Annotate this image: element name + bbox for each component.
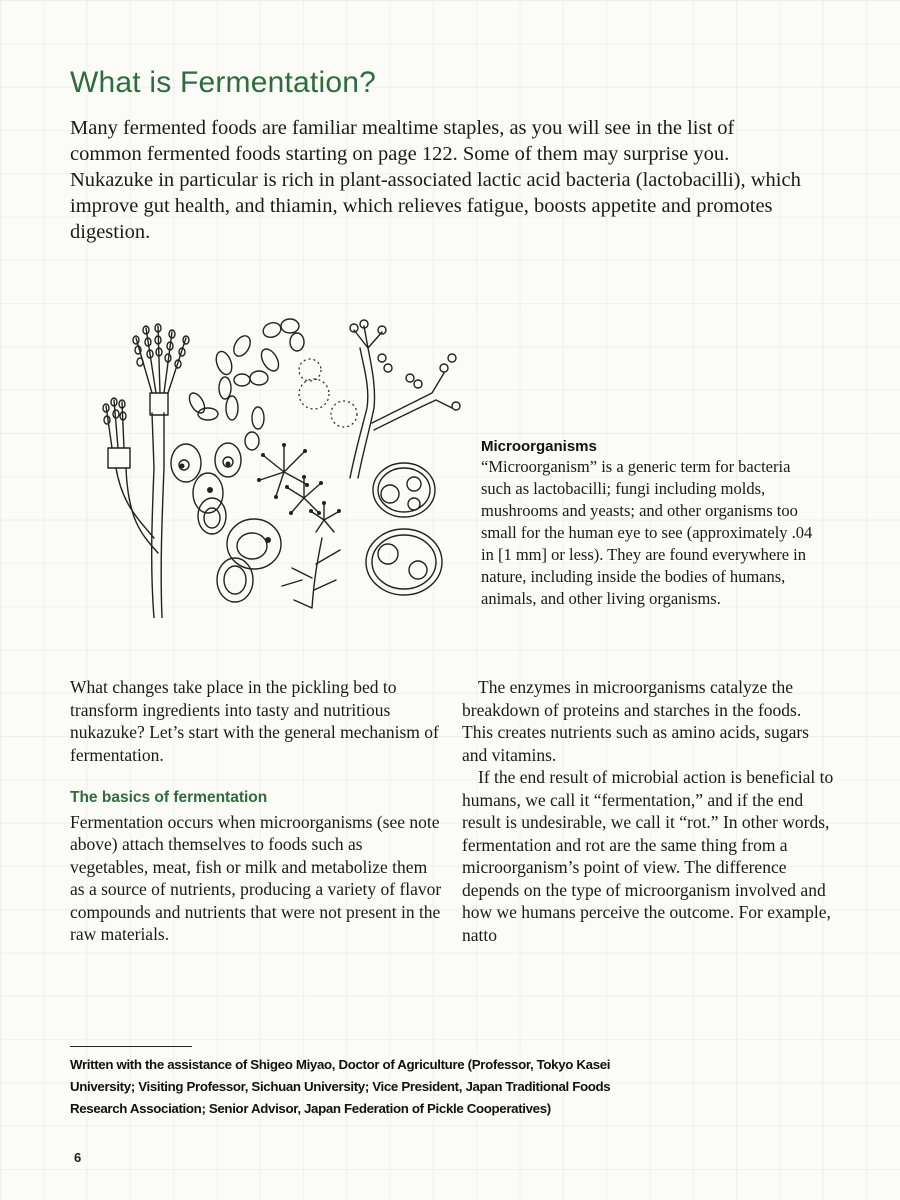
left-paragraph-1: What changes take place in the pickling bed to transform ingredients into tasty and nutritious nukazuke? Let’s start with the general mechanism of fermentation. [70,677,439,765]
footnote: Written with the assistance of Shigeo Miyao, Doctor of Agriculture (Professor, Tokyo Kasei University; Visiting Professor, Sichuan University; Vice President, Japan Traditional Foods Research Association; Senior Advisor, Japan Federation of Pickle Cooperatives) [70,1057,611,1116]
right-column [462,676,834,946]
section-subheading: The basics of fermentation [70,789,268,806]
note-text: “Microorganism” is a generic term for bacteria such as lactobacilli; fungi including molds, mushrooms and yeasts; and other organisms too small for the human eye to see (approximately .04 in [1 mm] or less). They are found everywhere in nature, including inside the bodies of humans, animals, and other living organisms. [481,457,813,608]
right-paragraph-1: The enzymes in microorganisms catalyze the breakdown of proteins and starches in the foods. This creates nutrients such as amino acids, sugars and vitamins. [462,677,809,765]
page-number: 6 [74,1150,82,1165]
right-paragraph-2: If the end result of microbial action is beneficial to humans, we call it “fermentation,” and if the end result is undesirable, we call it “rot.” In other words, fermentation and rot are the same thing from a microorganism’s point of view. The difference depends on the type of microorganism involved and how we humans perceive the outcome. For example, natto [462,767,834,945]
intro-paragraph: Many fermented foods are familiar mealtime staples, as you will see in the list of common fermented foods starting on page 122. Some of them may surprise you. Nukazuke in particular is rich in plant-associated lactic acid bacteria (lactobacilli), which improve gut health, and thiamin, which relieves fatigue, boosts appetite and promotes digestion. [70,117,801,243]
microorganisms-illustration [92,318,472,618]
left-column [70,676,442,946]
footnote-divider [70,1046,192,1047]
microorganisms-note [481,438,821,610]
note-heading: Microorganisms [481,438,597,455]
page-title: What is Fermentation? [70,66,376,99]
left-paragraph-2: Fermentation occurs when microorganisms (see note above) attach themselves to foods such as vegetables, meat, fish or milk and metabolize them as a source of nutrients, producing a variety of flavor compounds and nutrients that were not present in the raw materials. [70,811,442,944]
